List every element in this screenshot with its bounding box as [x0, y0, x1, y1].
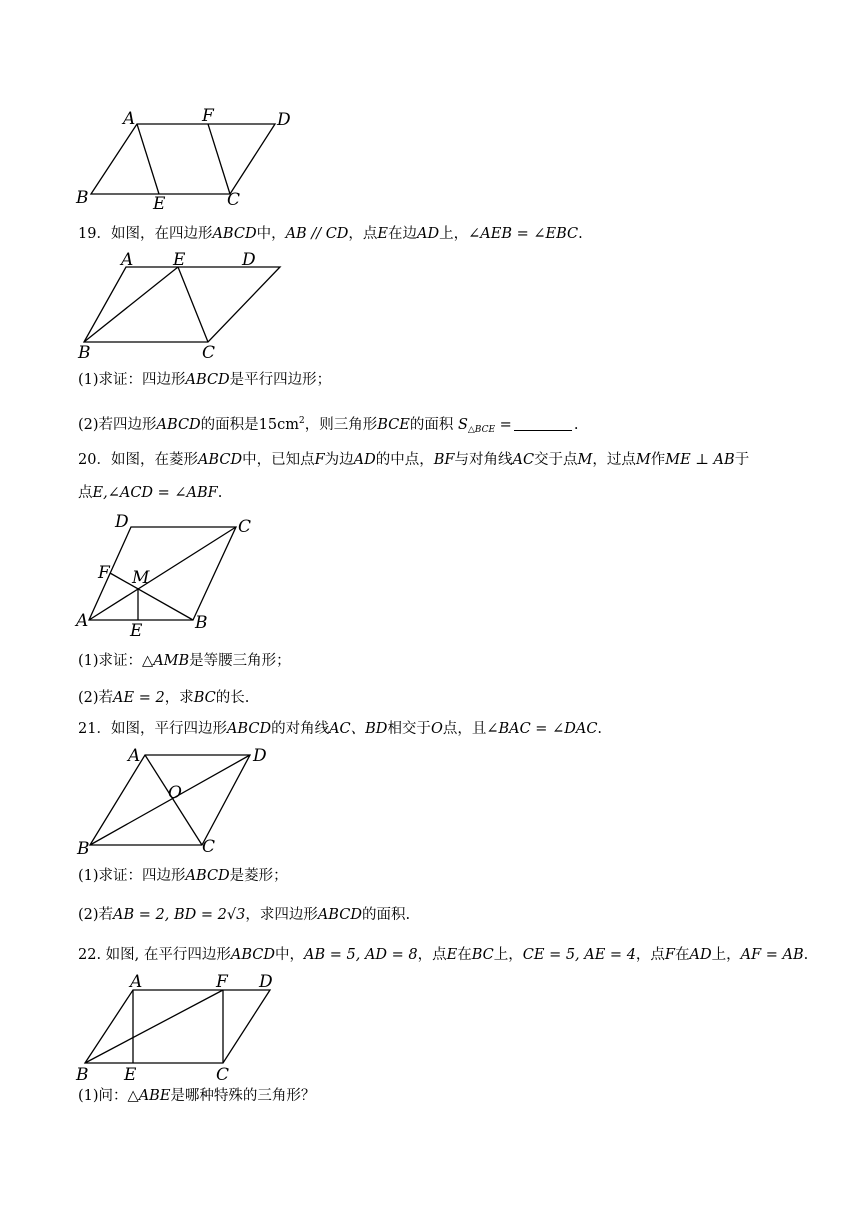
parallelogram-abcd	[91, 124, 275, 194]
label-a: A	[128, 746, 141, 766]
label-f: F	[98, 563, 110, 583]
label-b: B	[77, 839, 90, 859]
label-b: B	[78, 343, 91, 363]
q22-stem: 22. 如图, 在平行四边形ABCD中，AB = 5, AD = 8，点E在BC上，CE = 5, AE = 4，点F在AD上，AF = AB.	[78, 947, 809, 963]
label-a: A	[130, 972, 143, 992]
segment-fc	[208, 124, 230, 194]
label-m: M	[132, 568, 150, 588]
label-o: O	[168, 783, 182, 803]
q21-part1: (1)求证：四边形ABCD是菱形；	[78, 868, 288, 884]
parallelogram-abcd	[85, 990, 270, 1063]
label-d: D	[115, 512, 129, 532]
label-b: B	[76, 1065, 89, 1085]
label-c: C	[202, 343, 216, 363]
label-e: E	[130, 621, 143, 641]
label-d: D	[253, 746, 267, 766]
label-b: B	[195, 613, 208, 633]
figure-q22-parallelogram	[70, 968, 290, 1086]
segment-be	[84, 267, 178, 342]
figure-top-parallelogram	[70, 100, 310, 215]
q19-part2: (2)若四边形ABCD的面积是$15cm^2$，则三角形BCE的面积 $S_{\triangle BCE}$ = .	[78, 416, 579, 435]
q21-stem: 21．如图，平行四边形ABCD的对角线AC、BD相交于O点，且∠BAC = ∠DAC.	[78, 721, 603, 737]
label-d: D	[259, 972, 273, 992]
label-c: C	[202, 837, 216, 857]
label-f: F	[216, 972, 228, 992]
figure-q21-parallelogram	[70, 742, 290, 860]
label-c: C	[227, 190, 241, 210]
label-c: C	[216, 1065, 230, 1085]
segment-ae	[137, 124, 159, 194]
segment-bf	[85, 990, 223, 1063]
label-a: A	[121, 250, 134, 270]
q21-part2: (2)若AB = 2, BD = 2√3，求四边形ABCD的面积.	[78, 907, 411, 923]
label-e: E	[124, 1065, 137, 1085]
label-e: E	[153, 194, 166, 214]
q22-part1: (1)问：△ABE是哪种特殊的三角形？	[78, 1088, 316, 1104]
q20-part2: (2)若AE = 2，求BC的长.	[78, 690, 250, 706]
label-d: D	[242, 250, 256, 270]
label-a: A	[76, 611, 89, 631]
q20-stem-line2: 点E,∠ACD = ∠ABF.	[78, 485, 223, 501]
label-b: B	[76, 188, 89, 208]
q19-stem: 19．如图，在四边形ABCD中，AB // CD，点E在边AD上，∠AEB = ∠EBC.	[78, 226, 583, 242]
q19-part1: (1)求证：四边形ABCD是平行四边形；	[78, 372, 332, 388]
label-c: C	[238, 517, 252, 537]
q20-part1: (1)求证：△AMB是等腰三角形；	[78, 653, 291, 669]
figure-q19	[70, 248, 290, 363]
answer-blank[interactable]	[514, 418, 572, 431]
label-d: D	[277, 110, 291, 130]
q20-stem-line1: 20．如图，在菱形ABCD中，已知点F为边AD的中点，BF与对角线AC交于点M，过点M作ME ⊥ AB于	[78, 452, 750, 468]
label-e: E	[173, 250, 186, 270]
label-a: A	[123, 109, 136, 129]
figure-q20-rhombus	[70, 510, 270, 645]
label-f: F	[202, 106, 214, 126]
segment-ec	[178, 267, 208, 342]
